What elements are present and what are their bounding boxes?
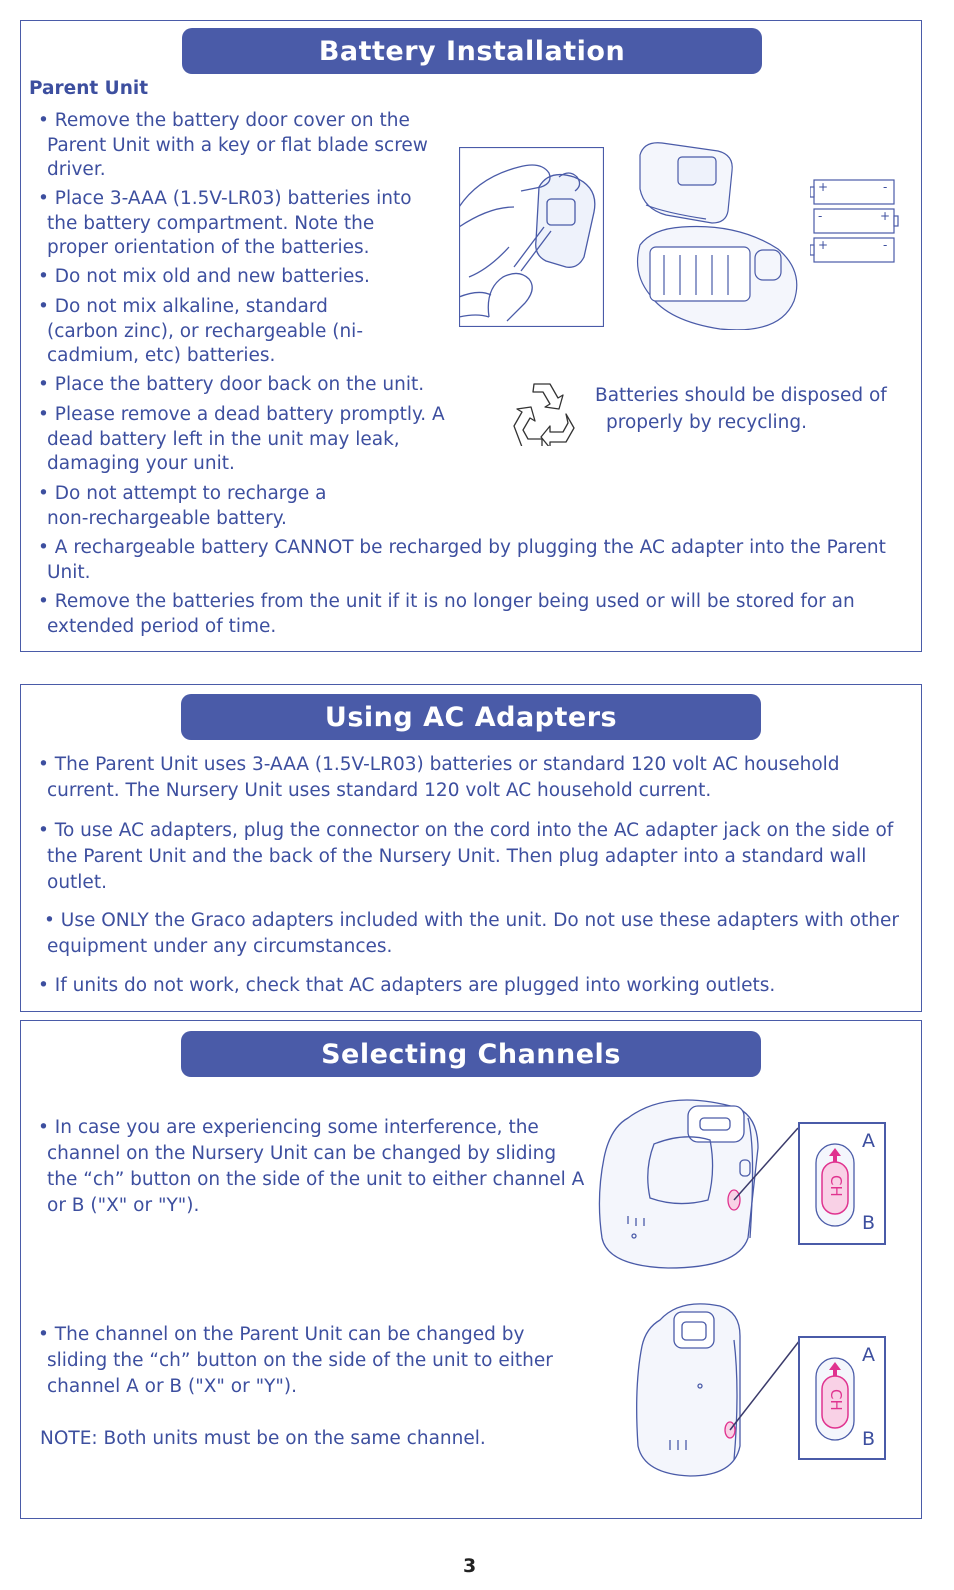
ac-bullet-2: • To use AC adapters, plug the connector on the cord into the AC adapter jack on the side of the Parent Unit and the back of the Nursery Unit. Then plug adapter into a standard wall outlet. [29, 818, 917, 896]
battery-bullet-5: • Place the battery door back on the unit. [29, 373, 449, 398]
battery-bullet-4: • Do not mix alkaline, standard (carbon zinc), or rechargeable (ni-cadmium, etc) batteries. [29, 295, 369, 369]
parent-channel-b-label: B [862, 1428, 876, 1450]
channels-section-title: Selecting Channels [181, 1031, 761, 1077]
channel-note: NOTE: Both units must be on the same channel. [40, 1428, 486, 1449]
battery-1-minus: - [883, 180, 888, 194]
parent-channel-a-label: A [862, 1344, 875, 1366]
nursery-channel-b-label: B [862, 1212, 876, 1234]
battery-section-title: Battery Installation [182, 28, 762, 74]
battery-3-minus: - [883, 238, 888, 252]
battery-bullet-3: • Do not mix old and new batteries. [29, 265, 449, 290]
parent-ch-label: CH [827, 1389, 845, 1411]
battery-2-plus: + [880, 209, 891, 223]
screwdriver-illustration [459, 147, 604, 327]
nursery-ch-label: CH [827, 1175, 845, 1197]
battery-bullet-6: • Please remove a dead battery promptly. A dead battery left in the unit may leak, damaging your unit. [29, 403, 449, 477]
battery-bullet-9: • Remove the batteries from the unit if it is no longer being used or will be stored for an extended period of time. [29, 590, 909, 639]
battery-bullet-1: • Remove the battery door cover on the Parent Unit with a key or flat blade screw driver. [29, 109, 449, 183]
ac-bullet-1: • The Parent Unit uses 3-AAA (1.5V-LR03) batteries or standard 120 volt AC household current. The Nursery Unit uses standard 120 volt AC household current. [29, 752, 909, 804]
nursery-channel-a-label: A [862, 1130, 875, 1152]
battery-1-plus: + [818, 180, 829, 194]
battery-bullet-2: • Place 3-AAA (1.5V-LR03) batteries into the battery compartment. Note the proper orientation of the batteries. [29, 187, 429, 261]
ac-adapter-section-title: Using AC Adapters [181, 694, 761, 740]
recycle-icon [510, 380, 576, 446]
ac-bullet-3: • Use ONLY the Graco adapters included with the unit. Do not use these adapters with other equipment under any circumstances. [35, 908, 909, 960]
page-number: 3 [463, 1555, 477, 1577]
nursery-channel-text: • In case you are experiencing some interference, the channel on the Nursery Unit can be changed by sliding the “ch” button on the side of the unit to either channel A or B ("X" or "Y"). [29, 1115, 589, 1219]
battery-3-plus: + [818, 238, 829, 252]
nursery-unit-illustration [598, 1098, 798, 1270]
battery-2-minus: - [818, 209, 823, 223]
parent-unit-illustration [630, 1300, 800, 1480]
parent-unit-heading: Parent Unit [29, 78, 149, 99]
ac-bullet-4: • If units do not work, check that AC adapters are plugged into working outlets. [29, 973, 909, 999]
parent-channel-text: • The channel on the Parent Unit can be changed by sliding the “ch” button on the side of the unit to either channel A or B ("X" or "Y"). [29, 1322, 589, 1400]
battery-bullet-7: • Do not attempt to recharge a non-rechargeable battery. [29, 482, 359, 531]
battery-compartment-illustration [620, 135, 805, 330]
battery-bullet-8: • A rechargeable battery CANNOT be recharged by plugging the AC adapter into the Parent Unit. [29, 536, 909, 585]
recycle-note: Batteries should be disposed of properly by recycling. [595, 385, 887, 433]
